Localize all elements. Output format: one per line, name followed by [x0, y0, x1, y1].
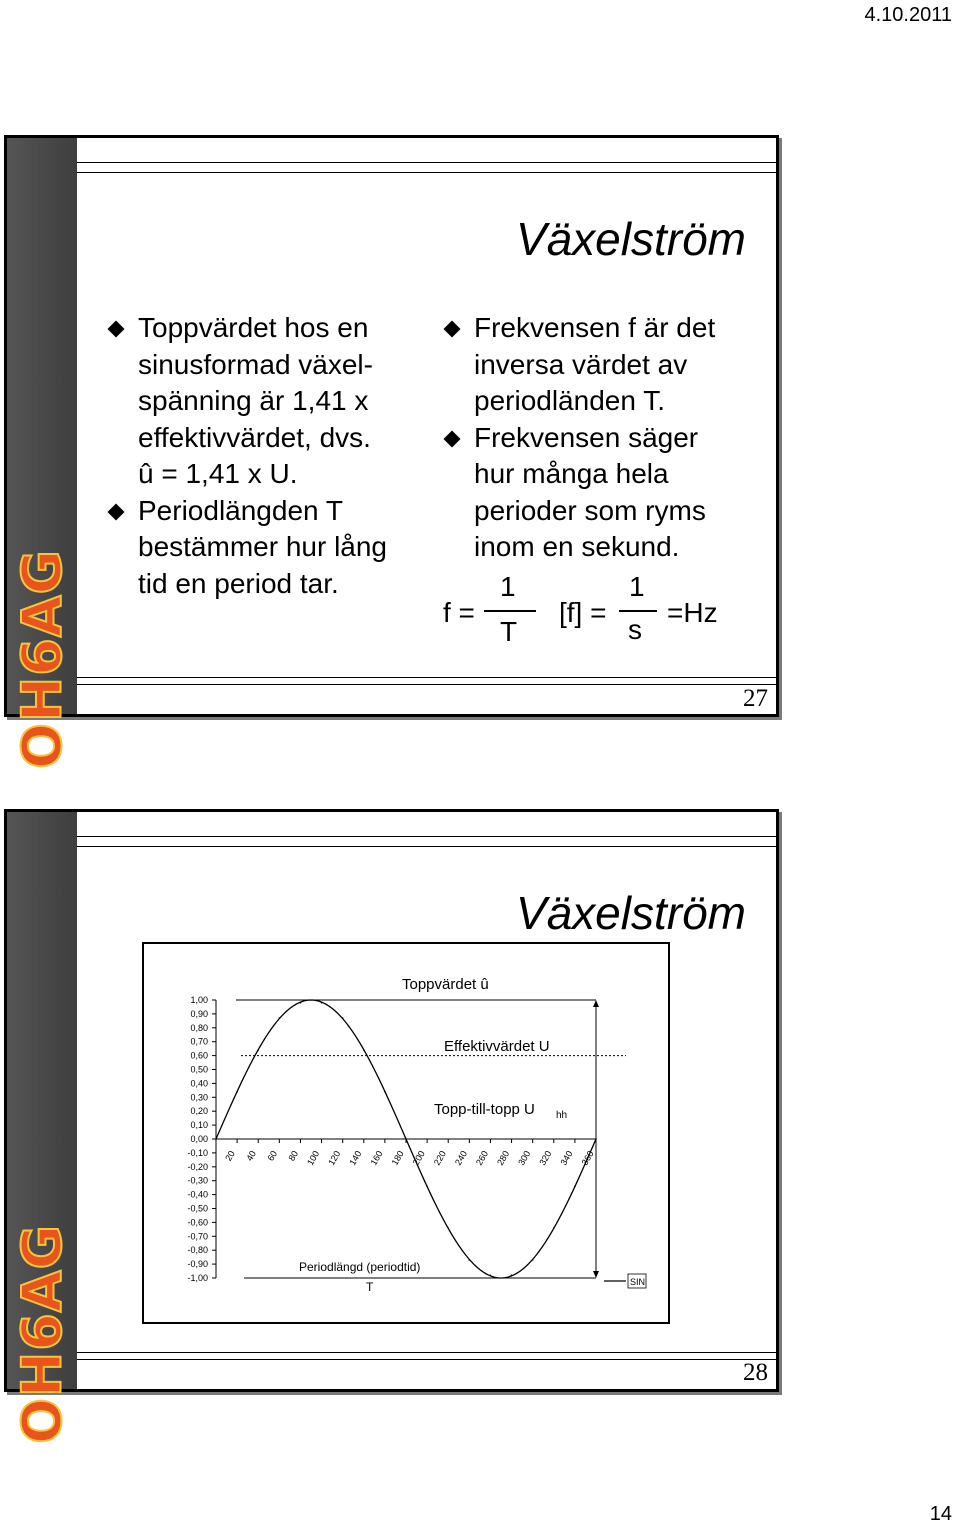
slide-27	[4, 135, 779, 769]
slide-number: 27	[743, 685, 768, 712]
header-rule	[77, 162, 776, 163]
y-tick-label: 0,50	[190, 1064, 208, 1075]
peak-to-peak-subscript: hh	[556, 1110, 568, 1121]
formula-f-denominator: T	[500, 616, 518, 647]
slide-sidebar: OH6AG	[7, 812, 77, 1389]
y-tick-label: 0,40	[190, 1078, 208, 1089]
header-rule	[77, 836, 776, 837]
x-tick-label: 200	[410, 1149, 427, 1168]
fraction-bar	[619, 610, 657, 612]
page-date: 4.10.2011	[864, 4, 952, 26]
legend-label: SIN	[630, 1277, 646, 1287]
y-tick-label: -0,10	[187, 1147, 208, 1158]
sin-data-point	[447, 1227, 449, 1229]
y-tick-label: -0,40	[187, 1189, 208, 1200]
x-tick-label: 120	[326, 1149, 343, 1168]
effective-value-label: Effektivvärdet U	[444, 1038, 550, 1055]
sin-data-point	[469, 1259, 471, 1261]
footer-rule	[77, 1359, 776, 1360]
y-tick-label: -0,90	[187, 1259, 208, 1270]
peak-label: Toppvärdet û	[402, 976, 489, 993]
formula-f-numerator: 1	[500, 571, 516, 602]
sin-data-point	[279, 1017, 281, 1019]
y-tick-label: -0,50	[187, 1203, 208, 1214]
x-tick-label: 320	[537, 1149, 554, 1168]
sine-chart	[142, 942, 670, 1324]
y-tick-label: -0,60	[187, 1217, 208, 1228]
x-tick-label: 240	[452, 1149, 470, 1168]
header-rule	[77, 172, 776, 173]
formula-unit-numerator: 1	[629, 571, 645, 602]
sin-data-point	[574, 1185, 576, 1187]
sin-data-point	[363, 1049, 365, 1051]
sin-data-point	[405, 1138, 407, 1140]
slide-title: Växelström	[515, 887, 746, 939]
x-tick-label: 220	[431, 1149, 448, 1168]
sin-data-point	[321, 1002, 323, 1004]
sine-chart-plot	[144, 944, 668, 1322]
sin-data-point	[532, 1259, 534, 1261]
slide-sidebar: OH6AG	[7, 138, 77, 714]
sin-data-point	[553, 1227, 555, 1229]
period-symbol: T	[366, 1280, 374, 1294]
x-tick-label: 60	[265, 1149, 280, 1163]
arrow-head-icon	[593, 1271, 599, 1278]
y-tick-label: -0,70	[187, 1231, 208, 1242]
slide-title: Växelström	[515, 213, 746, 265]
y-tick-label: -0,20	[187, 1161, 208, 1172]
x-tick-label: 40	[244, 1149, 258, 1163]
y-tick-label: 0,90	[190, 1008, 208, 1019]
sin-data-point	[215, 1138, 217, 1140]
bullet-peak-value: Toppvärdet hos en sinusformad växel- spänning är 1,41 x effektivvärdet, dvs. û = 1,41 x U.	[104, 310, 387, 493]
sin-data-point	[490, 1274, 492, 1276]
x-tick-label: 100	[305, 1149, 322, 1168]
x-tick-label: 80	[286, 1149, 301, 1163]
sin-data-point	[342, 1017, 344, 1019]
y-tick-label: 0,30	[190, 1092, 208, 1103]
diamond-bullet-icon	[444, 321, 461, 338]
formula-unit-denominator: s	[628, 614, 642, 645]
y-tick-label: 0,10	[190, 1120, 208, 1131]
peak-to-peak-label: Topp-till-topp U	[434, 1101, 535, 1118]
x-tick-label: 180	[389, 1149, 406, 1168]
x-tick-label: 340	[558, 1149, 575, 1168]
x-tick-label: 280	[495, 1149, 512, 1168]
sin-data-point	[257, 1049, 259, 1051]
footer-rule	[77, 1352, 776, 1353]
x-tick-label: 260	[474, 1149, 491, 1168]
bullet-period-length: Periodlängden T bestämmer hur lång tid en period tar.	[104, 493, 387, 603]
slide-number: 28	[743, 1359, 768, 1386]
y-tick-label: 1,00	[190, 995, 208, 1005]
formula-unit-lhs: [f] =	[559, 597, 607, 628]
x-tick-label: 160	[368, 1149, 385, 1168]
x-tick-label: 360	[579, 1149, 596, 1168]
y-tick-label: -0,30	[187, 1175, 208, 1186]
arrow-head-icon	[593, 1000, 599, 1007]
y-tick-label: 0,00	[190, 1134, 208, 1144]
bullet-frequency-meaning: Frekvensen säger hur många hela perioder som ryms inom en sekund.	[440, 420, 715, 566]
slide-28	[4, 809, 779, 1444]
y-tick-label: 0,70	[190, 1036, 208, 1047]
sin-data-point	[384, 1091, 386, 1093]
sin-data-point	[511, 1274, 513, 1276]
formula-unit-rhs: =Hz	[667, 597, 718, 628]
footer-rule	[77, 677, 776, 678]
y-tick-label: 0,20	[190, 1106, 208, 1117]
y-tick-label: 0,80	[190, 1022, 208, 1033]
sin-data-point	[426, 1185, 428, 1187]
y-tick-label: 0,60	[190, 1050, 208, 1061]
x-tick-label: 140	[347, 1149, 364, 1168]
page-number: 14	[929, 1503, 952, 1525]
right-bullet-list	[440, 310, 715, 566]
formula-f-lhs: f =	[443, 597, 475, 628]
diamond-bullet-icon	[108, 503, 125, 520]
x-tick-label: 300	[516, 1149, 533, 1168]
left-bullet-list	[104, 310, 387, 602]
fraction-bar	[484, 610, 536, 612]
period-label: Periodlängd (periodtid)	[299, 1260, 421, 1274]
y-tick-label: -1,00	[187, 1273, 208, 1283]
diamond-bullet-icon	[444, 430, 461, 447]
sin-data-point	[236, 1091, 238, 1093]
y-tick-label: -0,80	[187, 1245, 208, 1256]
diamond-bullet-icon	[108, 321, 125, 338]
footer-rule	[77, 684, 776, 685]
sin-data-point	[300, 1002, 302, 1004]
bullet-frequency-inverse: Frekvensen f är det inversa värdet av periodländen T.	[440, 310, 715, 420]
x-tick-label: 20	[223, 1149, 237, 1163]
header-rule	[77, 846, 776, 847]
